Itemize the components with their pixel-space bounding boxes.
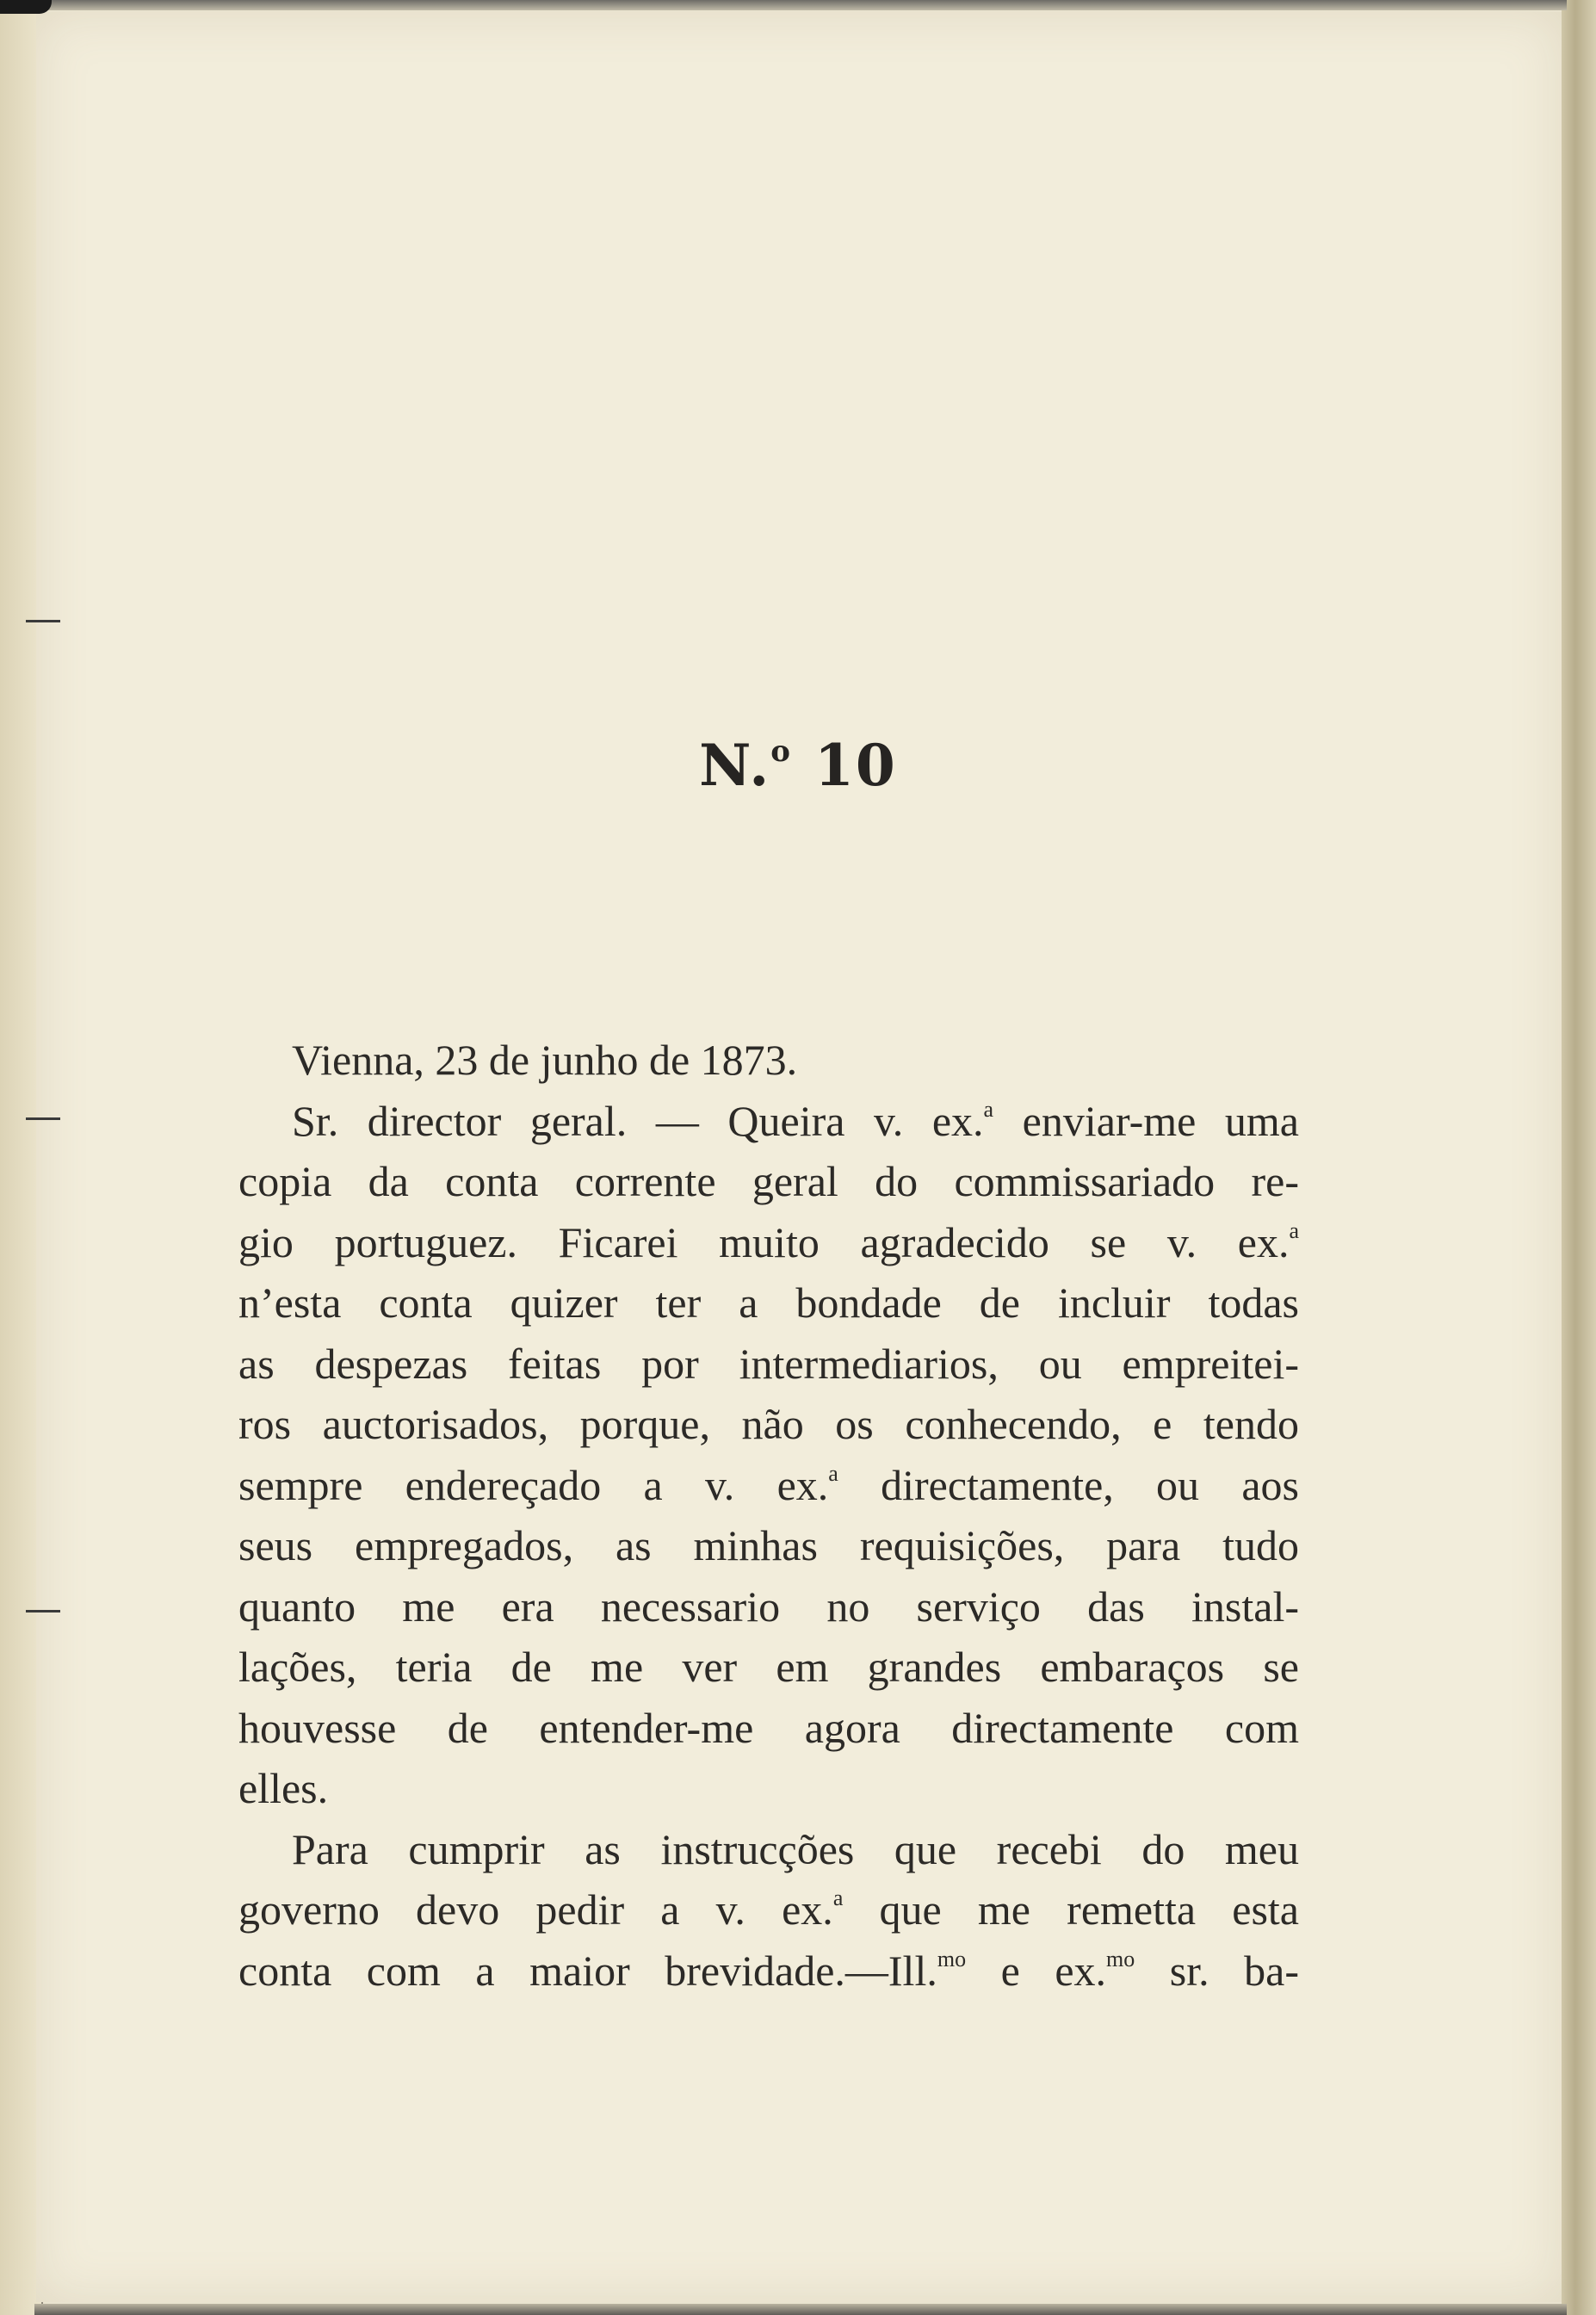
text-line: sempre endereçado a v. ex.$^a$ directamente, ou aos: [238, 1460, 1299, 1509]
document-number-heading: [0, 732, 1596, 799]
letter-body: [238, 1030, 1299, 2001]
text-line: gio portuguez. Ficarei muito agradecido se v. ex.$^a$: [238, 1217, 1299, 1266]
text-line: copia da conta corrente geral do commissariado re-: [238, 1157, 1299, 1205]
margin-tick: [26, 620, 60, 622]
page-edge-shadow: [1562, 0, 1596, 2315]
text-line: houvesse de entender-me agora directamente com: [238, 1703, 1299, 1752]
scan-top-edge: [34, 0, 1567, 10]
heading-number: 10: [813, 732, 897, 799]
text-line: quanto me era necessario no serviço das instal-: [238, 1582, 1299, 1631]
margin-tick: [26, 1610, 60, 1612]
corner-mark: [0, 0, 52, 14]
text-line: lações, teria de me ver em grandes embaraços se: [238, 1643, 1299, 1691]
text-line: elles.: [238, 1764, 329, 1812]
text-line: governo devo pedir a v. ex.$^a$ que me remetta esta: [238, 1885, 1299, 1934]
text-line: Para cumprir as instrucções que recebi do meu: [292, 1824, 1299, 1873]
heading-ordinal: o: [770, 734, 792, 769]
text-line: Sr. director geral. — Queira v. ex.$^a$ enviar-me uma: [292, 1096, 1299, 1145]
text-line: conta com a maior brevidade.—Ill.$^{mo}$ e ex.$^{mo}$ sr. ba-: [238, 1946, 1299, 1995]
text-line: ros auctorisados, porque, não os conhecendo, e tendo: [238, 1400, 1299, 1448]
text-line: n’esta conta quizer ter a bondade de incluir todas: [238, 1278, 1299, 1327]
text-line: as despezas feitas por intermediarios, ou empreitei-: [238, 1339, 1299, 1388]
scan-bottom-edge: [34, 2304, 1567, 2315]
text-line: seus empregados, as minhas requisições, para tudo: [238, 1521, 1299, 1569]
margin-tick: [26, 1117, 60, 1120]
dateline: Vienna, 23 de junho de 1873.: [292, 1036, 798, 1084]
heading-prefix: N.: [699, 732, 771, 799]
